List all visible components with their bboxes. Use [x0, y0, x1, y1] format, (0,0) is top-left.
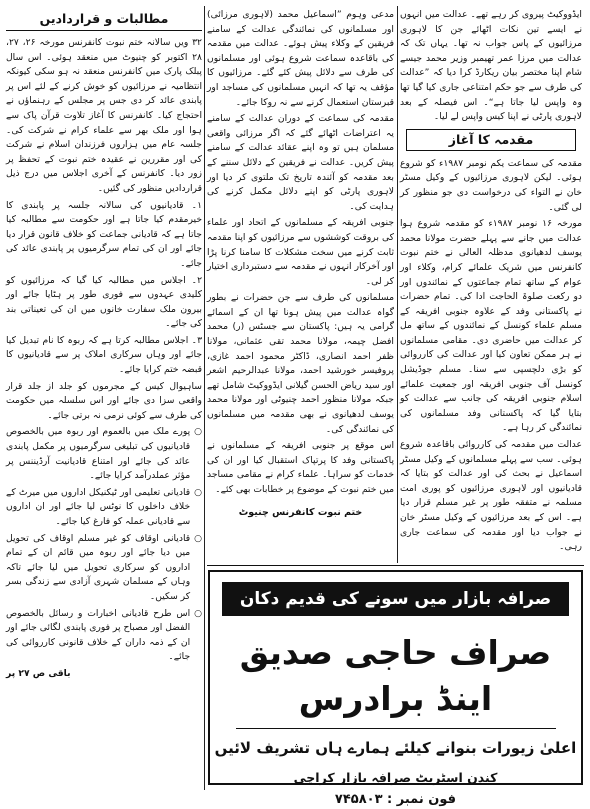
resolution-item: ۳۔ اجلاس مطالبہ کرتا ہے کہ ربوہ کا نام تبدیل کیا جائے اور وہاں سرکاری املاک پر سے قادیانیوں کا قبضہ ختم کرایا جائے۔ [6, 334, 202, 376]
demand-list-item [6, 425, 202, 483]
jeweller-advertisement [208, 570, 583, 807]
article-paragraph: عدالت میں مقدمہ کی کارروائی باقاعدہ شروع ہوئی۔ سب سے پہلے مسلمانوں کے وکیل مسٹر اسماعیل نے بحث کی اور عدالت کو بتایا کہ قادیانیوں اور لاہوری مرزائیوں کو پوری امت مسلمہ نے متفقہ طور پر غیر مسلم قرار دیا ہے۔ اس کے بعد مرزائیوں کے وکیل مسٹر خان نے جواب دیا اور مقدمہ کی سماعت جاری رہی۔ [400, 439, 582, 553]
article-continuation: ایڈووکیٹ پیروی کر رہے تھے۔ عدالت میں انہوں نے ایسے تین نکات اٹھائے جن کا لاہوری مرزائیوں کے پاس جواب نہ تھا۔ یہاں تک کہ عدالت میں مرزا عمر تھیمبر وزیر محمد جیسے شام اپنا مختصر بیان ریکارڈ کرا دیا کہ ”عدالت کی طرف سے جو حکم امتناعی جاری کیا گیا تھا وہ واپس لیا جاتا ہے“۔ اس فیصلہ کے بعد لاہوری پارٹی نے اپنا کیس واپس لے لیا۔ [400, 9, 582, 123]
demand-text: اس طرح قادیانی اخبارات و رسائل بالخصوص الفضل اور مصباح پر فوری پابندی لگائی جائے اور ان کے ذمہ داران کے خلاف قانونی کارروائی کی جائے۔ [6, 607, 191, 663]
ad-phone: فون نمبر : ۷۴۵۸۰۳ [334, 792, 457, 807]
article-paragraph: مقدمہ کی سماعت کے دوران عدالت کے سامنے یہ اعتراضات اٹھائے گئے کہ اگر مرزائی واقعی مسلمان ہیں تو وہ اپنے عقائد عدالت کے سامنے پیش کریں۔ عدالت نے فریقین کے دلائل سننے کے بعد مقدمہ کو آئندہ تاریخ تک ملتوی کر دیا اور لاہوری پارٹی کو اپنے دلائل مکمل کرنے کی ہدایت کی۔ [207, 113, 394, 212]
demand-text: قادیانی اوقاف کو غیر مسلم اوقاف کی تحویل میں دیا جائے اور ربوہ میں قائم ان کے تمام اداروں کو سرکاری تحویل میں لیا جائے تاکہ وہاں کے مسلمان شہری آزادی سے زندگی بسر کر سکیں۔ [6, 532, 191, 602]
article-paragraph: مدعی وہوم ”اسماعیل محمد (لاہوری مرزائی) اور مسلمانوں کی نمائندگی عدالت کے سامنے فریقین کے وکلاء پیش ہوئے۔ عدالت میں مقدمہ کی باقاعدہ سماعت شروع ہوئی اور مسلمانوں کی طرف سے دلائل پیش کئے گئے۔ مرزائیوں کا مؤقف یہ تھا کہ انہیں مسلمانوں کی مساجد اور قبرستان استعمال کرنے سے نہ روکا جائے۔ [207, 9, 394, 108]
column-divider [397, 6, 398, 563]
continued-note: باقی ص ۲۷ پر [6, 667, 71, 679]
section-heading-case-start: مقدمہ کا آغاز [406, 129, 576, 151]
right-column [400, 8, 582, 563]
article-paragraph: جنوبی افریقہ کے مسلمانوں کے اتحاد اور علماء کی بروقت کوششوں سے مرزائیوں کو اپنا مقدمہ ثابت کرنے میں سخت مشکلات کا سامنا کرنا پڑا اور آخرکار انہوں نے مقدمہ سے دستبرداری اختیار کر لی۔ [207, 217, 394, 287]
intro-paragraph: ۳۲ ویں سالانہ ختم نبوت کانفرنس مورخہ ۲۶، ۲۷، ۲۸ اکتوبر کو چنیوٹ میں منعقد ہوئی۔ اس سال پبلک پارک میں کانفرنس منعقد نہ ہو سکی کیونکہ انتظامیہ نے مرزائیوں کو خوش کرنے کے لئے اس پر پابندی عائد کر دی جس پر مجلس کے رہنماؤں نے احتجاج کیا۔ کانفرنس کا آغاز تلاوت قرآن پاک سے ہوا اور ملک بھر سے علماء کرام نے شرکت کی۔ جلسہ عام میں ہزاروں فرزندان اسلام نے شرکت کی اور مقررین نے عقیدہ ختم نبوت کے تحفظ پر زور دیا۔ کانفرنس کے آخری اجلاس میں درج ذیل قراردادیں منظور کی گئیں۔ [6, 37, 202, 194]
bullet-icon: ○ [194, 608, 202, 619]
demand-list-item [6, 486, 202, 530]
column-divider [204, 6, 205, 790]
demand-list-item [6, 607, 202, 665]
article-paragraph: مسلمانوں کی طرف سے جن حضرات نے بطور گواہ عدالت میں پیش ہونا تھا ان کے اسمائے گرامی یہ ہیں: پاکستان سے جسٹس (ر) محمد افضل چیمہ، مولانا محمد تقی عثمانی، مولانا ظفر احمد انصاری، ڈاکٹر محمود احمد غازی، پروفیسر خورشید احمد، مولانا عبدالرحیم اشعر اور سید ریاض الحسن گیلانی ایڈووکیٹ شامل تھے جبکہ مولانا منظور احمد چنیوٹی اور مولانا محمد یوسف لدھیانوی نے بھی مقدمہ میں مسلمانوں کی نمائندگی کی۔ [207, 292, 394, 435]
left-column [6, 8, 202, 790]
resolution-item: ۱۔ قادیانیوں کی سالانہ جلسہ پر پابندی کا خیرمقدم کیا جاتا ہے اور حکومت سے مطالبہ کیا جاتا ہے کہ قادیانی جماعت کو خلاف قانون قرار دیا جائے اور ان کی تمام سرگرمیوں پر پابندی عائد کی جائے۔ [6, 199, 202, 269]
section-divider [207, 565, 584, 566]
ad-business-name: صراف حاجی صدیق اینڈ برادرس [239, 633, 552, 718]
article-signature: ختم نبوت کانفرنس چنیوٹ [238, 506, 363, 518]
resolution-item: ساہیوال کیس کے مجرموں کو جلد از جلد قرار واقعی سزا دی جائے اور اس سلسلہ میں حکومت کی طرف سے کوئی نرمی نہ برتی جائے۔ [6, 380, 202, 421]
middle-column [207, 8, 394, 563]
ad-divider [236, 728, 556, 729]
section-heading-resolutions: مطالبات و قراردادیں [6, 10, 202, 31]
ad-banner: صرافہ بازار میں سونے کی قدیم دکان [222, 582, 569, 616]
ad-tagline: اعلیٰ زیورات بنوانے کیلئے ہمارے ہاں تشریف لائیں [214, 739, 577, 757]
article-paragraph: مقدمہ کی سماعت یکم نومبر ۱۹۸۷ء کو شروع ہوئی۔ لیکن لاہوری مرزائیوں کے وکیل مسٹر خان نے التواء کی درخواست دی جو منظور کر لی گئی۔ [400, 157, 582, 213]
bullet-icon: ○ [194, 533, 202, 544]
article-paragraph: اس موقع پر جنوبی افریقہ کے مسلمانوں نے پاکستانی وفد کا پرتپاک استقبال کیا اور ان کی خدمات کو سراہا۔ علماء کرام نے مقامی مساجد میں ختم نبوت کے موضوع پر خطابات بھی کئے۔ [207, 440, 394, 495]
ad-address: کندن اسٹریٹ صرافہ بازار کراچی [293, 770, 498, 785]
demand-text: پورے ملک میں بالعموم اور ربوہ میں بالخصوص قادیانیوں کی تبلیغی سرگرمیوں پر مکمل پابندی عائد کی جائے اور امتناع قادیانیت آرڈیننس پر مؤثر عملدرآمد کرایا جائے۔ [6, 426, 191, 482]
demand-list-item [6, 532, 202, 605]
resolution-item: ۲۔ اجلاس میں مطالبہ کیا گیا کہ مرزائیوں کو کلیدی عہدوں سے فوری طور پر ہٹایا جائے اور بیرون ملک سفارت خانوں میں ان کی تعیناتی بند کی جائے۔ [6, 274, 202, 330]
article-paragraph: مورخہ ۱۶ نومبر ۱۹۸۷ء کو مقدمہ شروع ہوا عدالت میں جانے سے پہلے حضرت مولانا محمد یوسف لدھیانوی مدظلہ العالی نے ختم نبوت کانفرنس میں شریک علمائے کرام، وکلاء اور عوام کے ساتھ تمام جماعتوں کے نمائندوں اور دو رکعت صلوۃ الحاجت ادا کی۔ تمام حضرات نے پاکستانی وفد کے علاوہ جنوبی افریقہ کے مسلم علماء کونسل کے نمائندوں کے ساتھ مل کر عدالت میں حاضری دی۔ مقامی مسلمانوں نے ہر ممکن تعاون کیا اور عدالت کی کارروائی کو بڑی دلچسپی سے سنا۔ مسلم جوڈیشل کونسل آف جنوبی افریقہ اور جمعیت علمائے اسلام جنوبی افریقہ کی جانب سے عدالت کو بتایا گیا کہ پاکستانی وفد مسلمانوں کی نمائندگی کر رہا ہے۔ [400, 218, 582, 434]
bullet-icon: ○ [194, 427, 202, 438]
bullet-icon: ○ [194, 487, 202, 498]
demand-text: قادیانی تعلیمی اور ٹیکنیکل اداروں میں میرٹ کے خلاف داخلوں کا نوٹس لیا جائے اور ان اداروں سے قادیانی عملہ کو فارغ کیا جائے۔ [6, 486, 191, 527]
